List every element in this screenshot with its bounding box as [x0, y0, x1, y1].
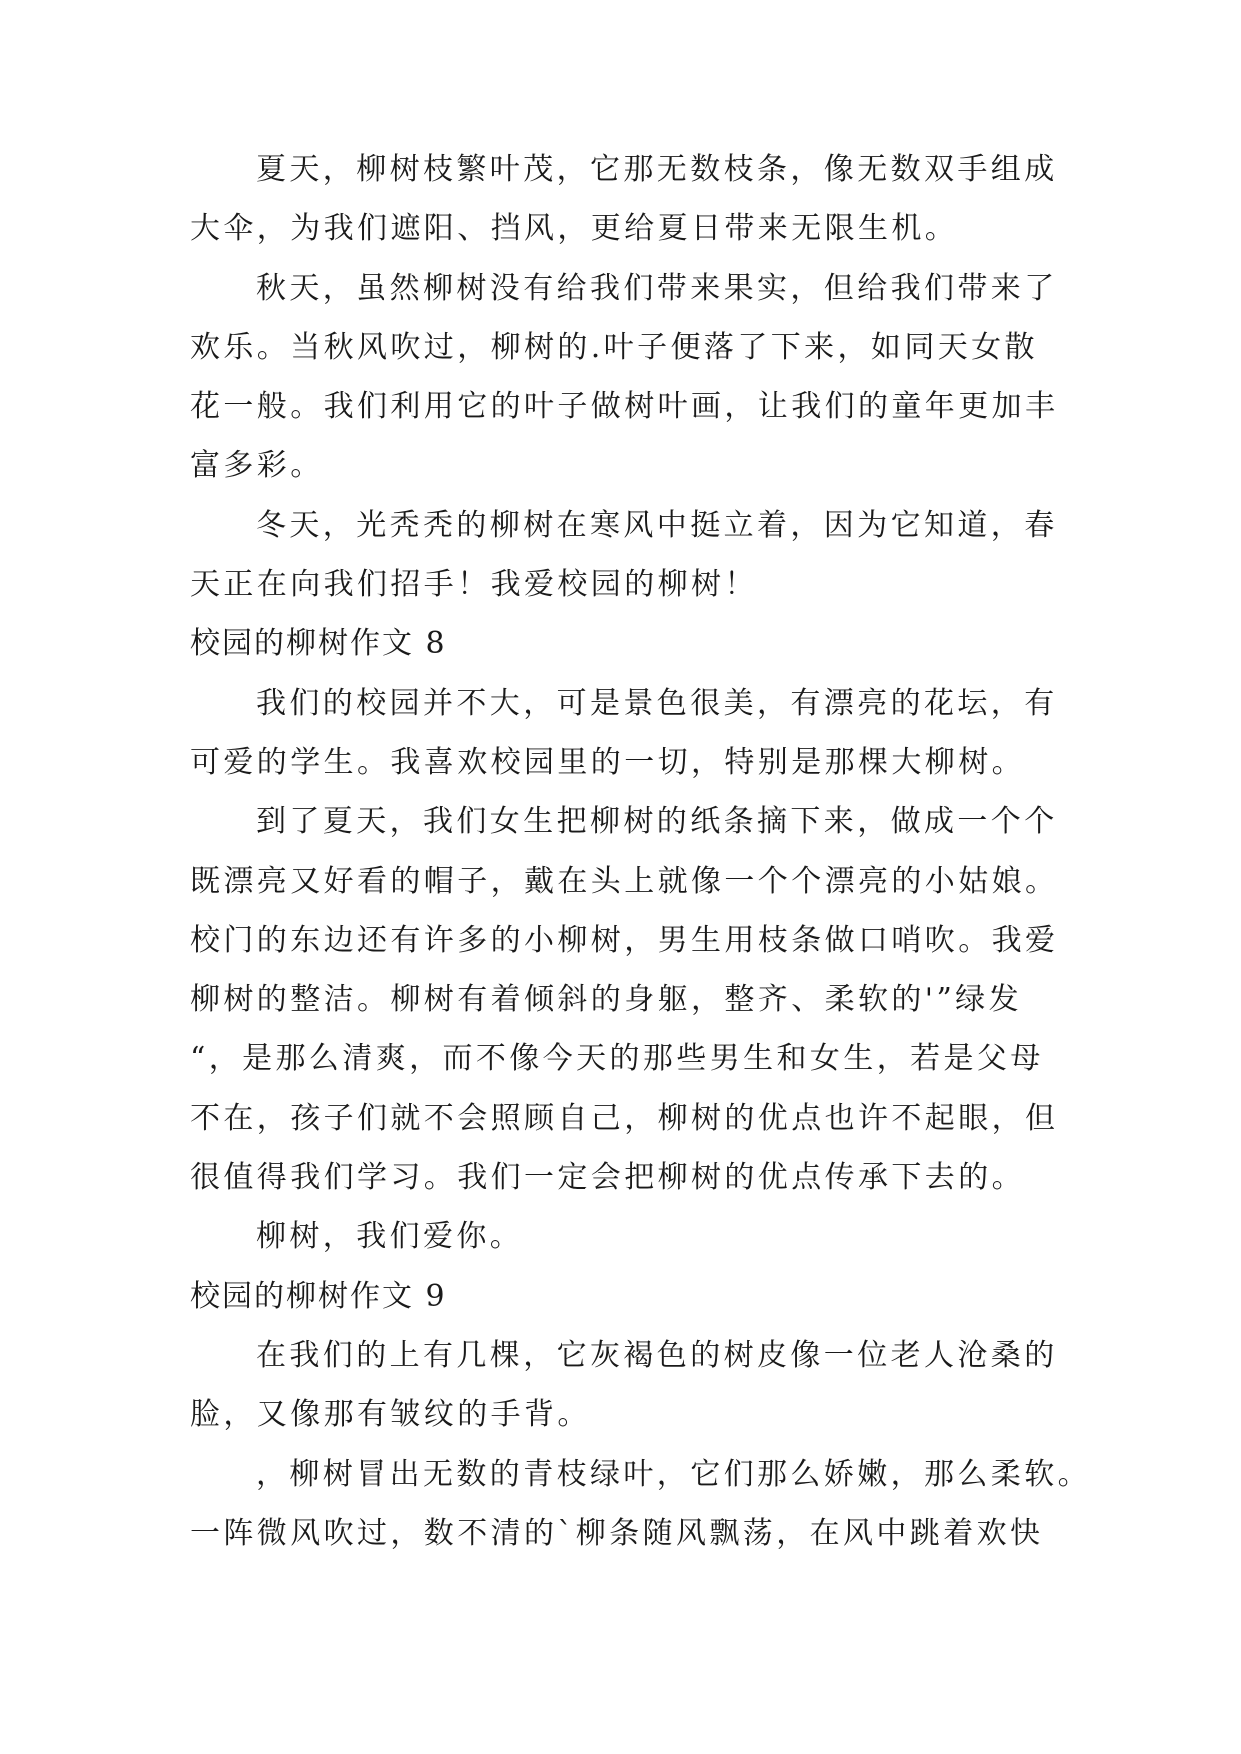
text-line: 夏天，柳树枝繁叶茂，它那无数枝条，像无数双手组成: [256, 152, 1058, 187]
text-line: “，是那么清爽，而不像今天的那些男生和女生，若是父母: [190, 1041, 1044, 1077]
text-line: 脸，又像那有皱纹的手背。: [190, 1397, 591, 1433]
text-line: 富多彩。: [190, 448, 324, 484]
text-line: 不在，孩子们就不会照顾自己，柳树的优点也许不起眼，但: [190, 1100, 1059, 1136]
text-line: 到了夏天，我们女生把柳树的纸条摘下来，做成一个个: [256, 804, 1058, 840]
section-heading: 校园的柳树作文 8: [190, 626, 447, 662]
text-line: 冬天，光秃秃的柳树在寒风中挺立着，因为它知道，春: [256, 507, 1058, 543]
text-line: 我们的校园并不大，可是景色很美，有漂亮的花坛，有: [256, 685, 1058, 721]
text-line: 秋天，虽然柳树没有给我们带来果实，但给我们带来了: [256, 270, 1058, 306]
text-line: 柳树，我们爱你。: [256, 1219, 524, 1255]
text-line: 一阵微风吹过，数不清的`柳条随风飘荡，在风中跳着欢快: [190, 1515, 1044, 1551]
document-body: [190, 152, 1091, 1578]
text-line: 既漂亮又好看的帽子，戴在头上就像一个个漂亮的小姑娘。: [190, 863, 1059, 899]
text-line: 柳树的整洁。柳树有着倾斜的身躯，整齐、柔软的'”绿发: [190, 982, 1022, 1018]
text-line: 在我们的上有几棵，它灰褐色的树皮像一位老人沧桑的: [256, 1337, 1058, 1373]
text-line: ，柳树冒出无数的青枝绿叶，它们那么娇嫩，那么柔软。: [256, 1456, 1091, 1492]
section-heading: 校园的柳树作文 9: [190, 1278, 447, 1314]
text-line: 可爱的学生。我喜欢校园里的一切，特别是那棵大柳树。: [190, 744, 1025, 780]
text-line: 花一般。我们利用它的叶子做树叶画，让我们的童年更加丰: [190, 389, 1059, 425]
text-line: 天正在向我们招手！我爱校园的柳树！: [190, 567, 758, 603]
text-line: 大伞，为我们遮阳、挡风，更给夏日带来无限生机。: [190, 211, 959, 247]
text-line: 很值得我们学习。我们一定会把柳树的优点传承下去的。: [190, 1160, 1025, 1196]
text-line: 校门的东边还有许多的小柳树，男生用枝条做口哨吹。我爱: [190, 922, 1059, 958]
text-line: 欢乐。当秋风吹过，柳树的.叶子便落了下来，如同天女散: [190, 329, 1038, 365]
